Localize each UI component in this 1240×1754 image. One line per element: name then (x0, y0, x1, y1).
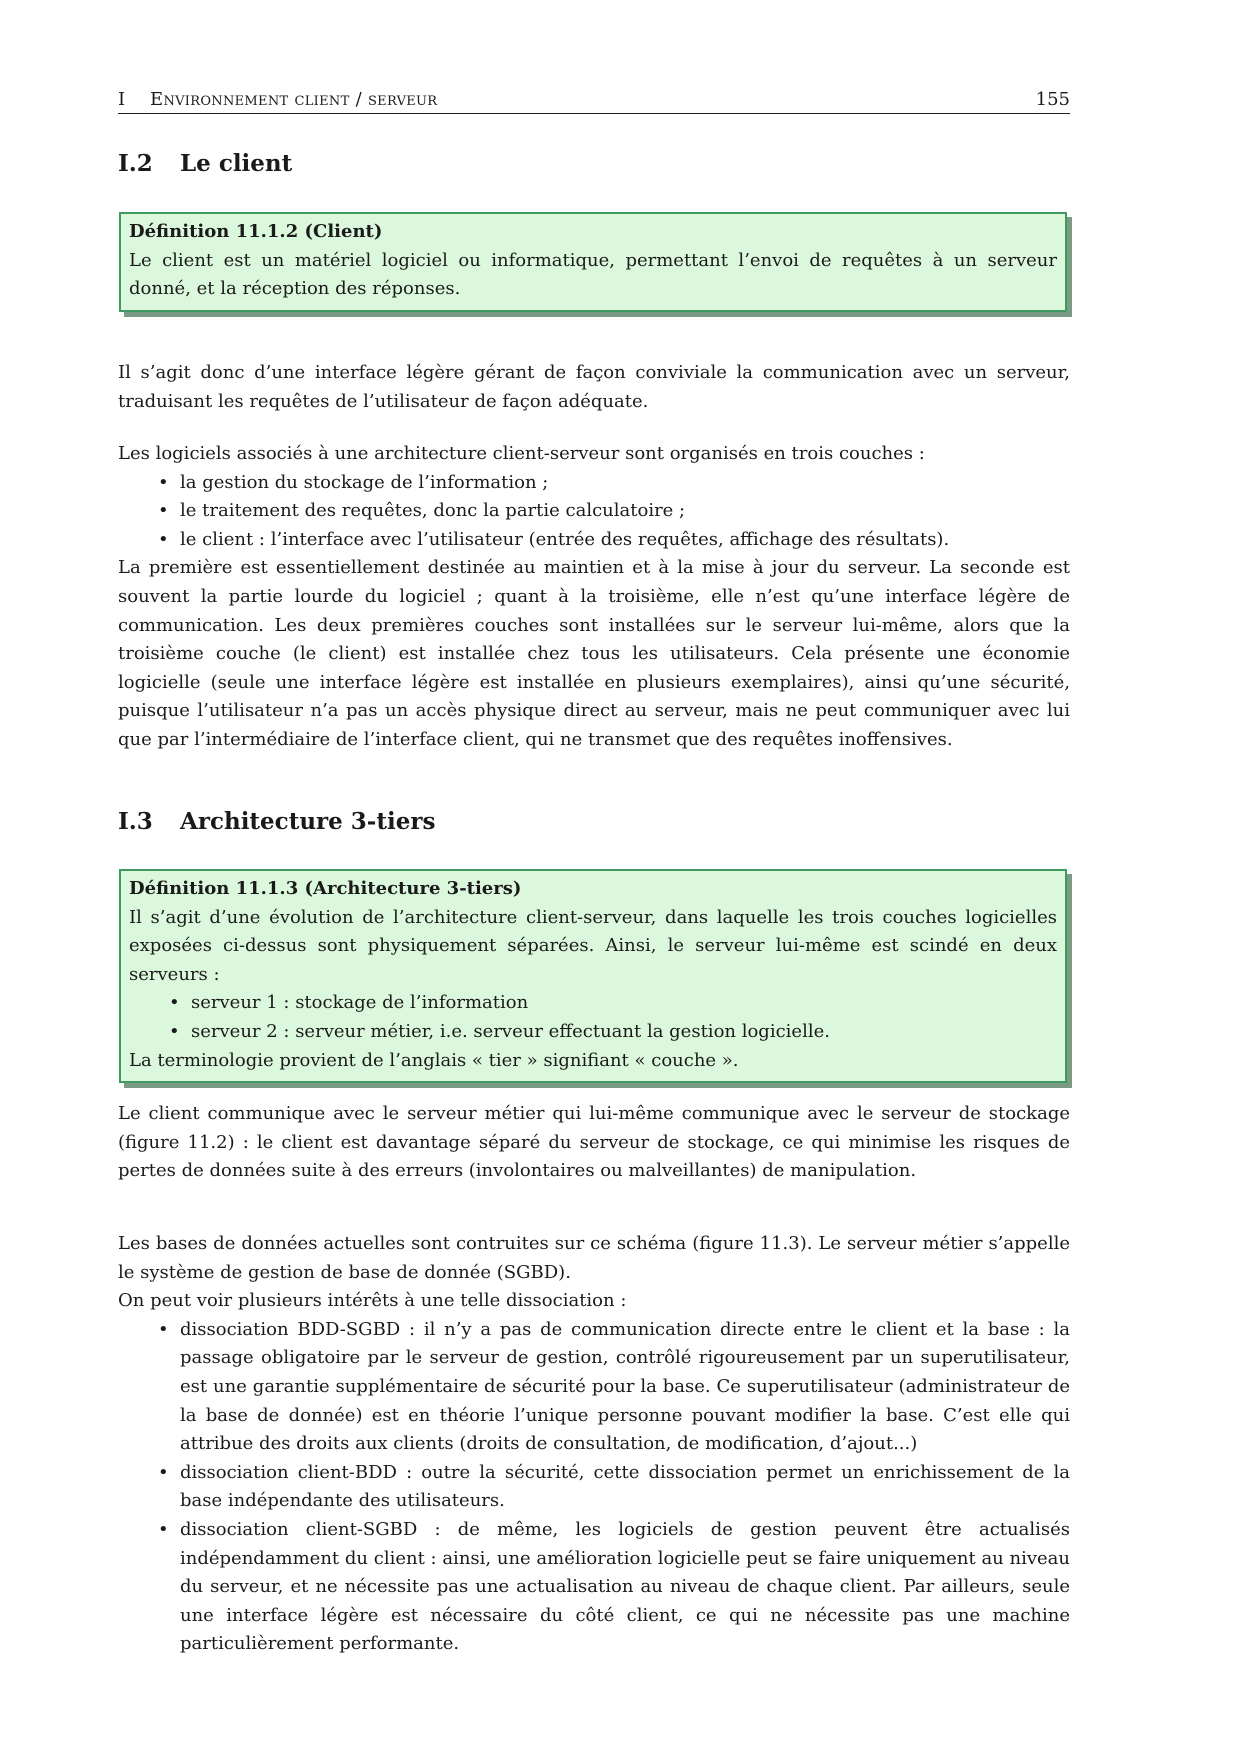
list-item: • serveur 1 : stockage de l’information (169, 992, 529, 1014)
paragraph: Il s’agit donc d’une interface légère gérant de façon conviviale la communication avec un serveur, traduisant les requêtes de l’utilisateur de façon adéquate. (118, 362, 1070, 412)
definition-title: Définition 11.1.3 (Architecture 3-tiers) (129, 878, 522, 899)
definition-text: Il s’agit d’une évolution de l’architecture client-serveur, dans laquelle les trois couches logicielles exposées ci-dessus sont physiquement séparées. Ainsi, le serveur lui-même est scindé en deux serveurs : (129, 906, 1057, 985)
section-number: I.3 (118, 808, 153, 835)
definition-text: Le client est un matériel logiciel ou informatique, permettant l’envoi de requêtes à un serveur donné, et la réception des réponses. (129, 249, 1057, 300)
list-item: • dissociation client-BDD : outre la sécurité, cette dissociation permet un enrichissement de la base indépendante des utilisateurs. (158, 1461, 1070, 1512)
definition-text: La terminologie provient de l’anglais « tier » signifiant « couche ». (129, 1049, 739, 1071)
definition-title: Définition 11.1.2 (Client) (129, 221, 383, 242)
chapter-title: Environnement client / serveur (150, 89, 438, 110)
list-item: • dissociation client-SGBD : de même, les logiciels de gestion peuvent être actualisés indépendamment du client : ainsi, une amélioration logicielle peut se faire uniquement au niveau du serveur, et ne nécessite pas une actualisation au niveau de chaque client. Par ailleurs, seule une interface légère est nécessaire du côté client, ce qui ne nécessite pas une machine particulièrement performante. (158, 1518, 1070, 1655)
section-number: I.2 (118, 150, 153, 177)
paragraph: Le client communique avec le serveur métier qui lui-même communique avec le serveur de stockage (figure 11.2) : le client est davantage séparé du serveur de stockage, ce qui minimise les risques de pertes de données suite à des erreurs (involontaires ou malveillantes) de manipulation. (118, 1103, 1070, 1182)
list-item: • serveur 2 : serveur métier, i.e. serveur effectuant la gestion logicielle. (169, 1020, 830, 1042)
list-item: • dissociation BDD-SGBD : il n’y a pas de communication directe entre le client et la base : la passage obligatoire par le serveur de gestion, contrôlé rigoureusement par un superutilisateur, est une garantie supplémentaire de sécurité pour la base. Ce superutilisateur (administrateur de la base de donnée) est en théorie l’unique personne pouvant modifier la base. C’est elle qui attribue des droits aux clients (droits de consultation, de modification, d’ajout...) (158, 1318, 1070, 1455)
paragraph-interface (118, 359, 1070, 416)
definition-list (129, 989, 1057, 1046)
paragraph: Les bases de données actuelles sont contruites sur ce schéma (figure 11.3). Le serveur métier s’appelle le système de gestion de base de donnée (SGBD). (118, 1233, 1070, 1283)
dissociation-block (118, 1230, 1070, 1659)
layers-list (118, 469, 1070, 555)
section-heading-3tiers (118, 807, 435, 837)
layers-block (118, 440, 1070, 755)
section-title: Le client (180, 150, 293, 177)
section-heading-client (118, 149, 292, 179)
page-number: 155 (1035, 89, 1070, 110)
list-item: • le traitement des requêtes, donc la partie calculatoire ; (158, 500, 686, 522)
list-item: • la gestion du stockage de l’information ; (158, 471, 549, 493)
list-item: • le client : l’interface avec l’utilisateur (entrée des requêtes, affichage des résultats). (158, 528, 950, 550)
definition-box-client (119, 212, 1067, 312)
paragraph: Les logiciels associés à une architecture client-serveur sont organisés en trois couches : (118, 443, 925, 464)
chapter-number: I (118, 89, 126, 110)
section-title: Architecture 3-tiers (180, 808, 436, 835)
dissociation-list (118, 1316, 1070, 1659)
definition-box-3tiers (119, 869, 1067, 1083)
paragraph: La première est essentiellement destinée au maintien et à la mise à jour du serveur. La seconde est souvent la partie lourde du logiciel ; quant à la troisième, elle n’est qu’une interface légère de communication. Les deux premières couches sont installées sur le serveur lui-même, alors que la troisième couche (le client) est installée chez tous les utilisateurs. Cela présente une économie logicielle (seule une interface légère est installée en plusieurs exemplaires), ainsi qu’une sécurité, puisque l’utilisateur n’a pas un accès physique direct au serveur, mais ne peut communiquer avec lui que par l’intermédiaire de l’interface client, qui ne transmet que des requêtes inoffensives. (118, 557, 1070, 750)
running-header (118, 88, 1070, 114)
paragraph-metier (118, 1100, 1070, 1186)
paragraph: On peut voir plusieurs intérêts à une telle dissociation : (118, 1290, 627, 1312)
